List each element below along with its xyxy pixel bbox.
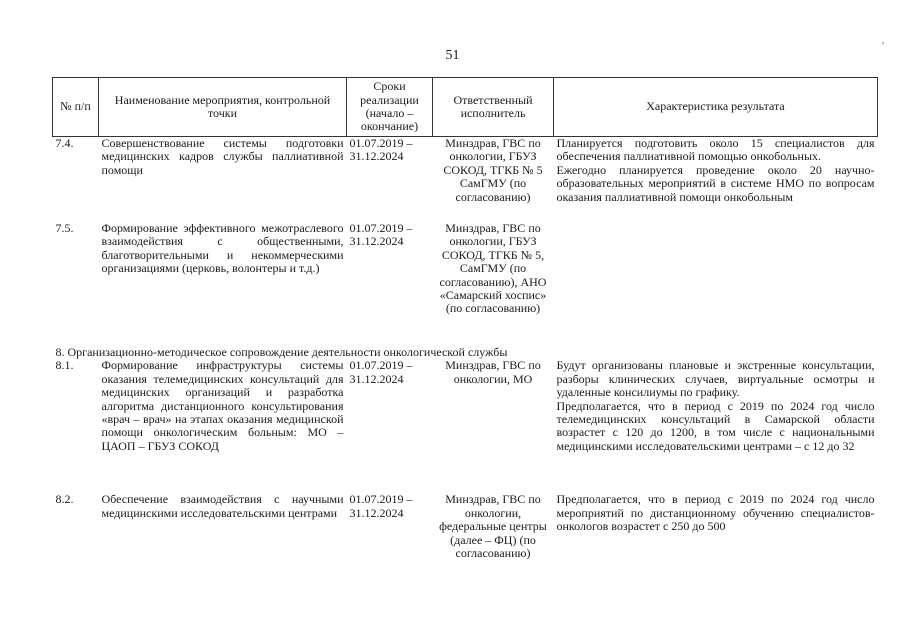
result-paragraph: Предполагается, что в период с 2019 по 2024 год число телемедицинских консультаций в Самарской области возрастет с 120 до 1200, в том числе с национальными медицинскими исследовательскими центрами – с 12 до 32: [556, 398, 875, 453]
activity-responsible: Минздрав, ГВС по онкологии, ГБУЗ СОКОД, ТГКБ № 5, СамГМУ (по согласованию), АНО «Самарский хоспис» (по согласованию): [439, 221, 547, 316]
activity-result: [554, 137, 878, 223]
table-row: [53, 359, 878, 493]
activity-responsible: Минздрав, ГВС по онкологии, ГБУЗ СОКОД, ТГКБ № 5 СамГМУ (по согласованию): [443, 136, 543, 204]
activity-term: 01.07.2019 – 31.12.2024: [349, 492, 413, 520]
plan-table: [52, 77, 878, 568]
table-row: [53, 493, 878, 568]
header-num: № п/п: [53, 78, 99, 137]
activity-responsible: Минздрав, ГВС по онкологии, МО: [445, 358, 541, 386]
table-row: [53, 222, 878, 346]
table-header-row: [53, 78, 878, 137]
header-name: Наименование мероприятия, контрольной точки: [99, 78, 347, 137]
page-number: 51: [445, 48, 460, 63]
section-row: [53, 346, 878, 359]
header-term: Сроки реализации (начало – окончание): [347, 78, 433, 137]
header-responsible: Ответственный исполнитель: [433, 78, 554, 137]
table-row: [53, 137, 878, 223]
section-title: 8. Организационно-методическое сопровождение деятельности онкологической службы: [55, 345, 508, 359]
row-number: 8.2.: [55, 492, 74, 507]
row-number: 7.5.: [55, 221, 74, 235]
activity-term: 01.07.2019 – 31.12.2024: [349, 358, 413, 386]
result-paragraph: Ежегодно планируется проведение около 20 научно-образовательных мероприятий в системе НМО по вопросам оказания паллиативной помощи онкобольным: [556, 162, 875, 204]
activity-name: Формирование инфраструктуры системы оказания телемедицинских консультаций для медицинских организаций и разработка алгоритма дистанционного консультирования «врач – врач» на этапах оказания медицинской помощи онкологическим больным: МО – ЦАОП – ГБУЗ СОКОД: [101, 358, 344, 453]
result-paragraph: Будут организованы плановые и экстренные консультации, разборы клинических случаев, виртуальные осмотры и удаленные консилиумы по графику.: [556, 358, 875, 400]
activity-result: [554, 222, 878, 346]
activity-result: Предполагается, что в период с 2019 по 2024 год число мероприятий по дистанционному обучению специалистов-онкологов возрастет с 250 до 500: [556, 492, 875, 534]
result-paragraph: Планируется подготовить около 15 специалистов для обеспечения паллиативной помощью онкобольных.: [556, 136, 875, 164]
row-number: 7.4.: [55, 136, 74, 150]
header-result: Характеристика результата: [554, 78, 878, 137]
row-number: 8.1.: [55, 358, 74, 373]
activity-name: Совершенствование системы подготовки медицинских кадров службы паллиативной помощи: [101, 136, 344, 177]
corner-mark: ': [882, 40, 884, 52]
activity-responsible: Минздрав, ГВС по онкологии, федеральные центры (далее – ФЦ) (по согласованию): [439, 492, 547, 561]
activity-term: 01.07.2019 – 31.12.2024: [349, 221, 413, 249]
activity-result: [554, 359, 878, 493]
activity-name: Обеспечение взаимодействия с научными медицинскими исследовательскими центрами: [101, 492, 344, 520]
activity-term: 01.07.2019 – 31.12.2024: [349, 136, 413, 164]
activity-name: Формирование эффективного межотраслевого взаимодействия с общественными, благотворительными и некоммерческими организациями (церковь, волонтеры и т.д.): [101, 221, 344, 276]
